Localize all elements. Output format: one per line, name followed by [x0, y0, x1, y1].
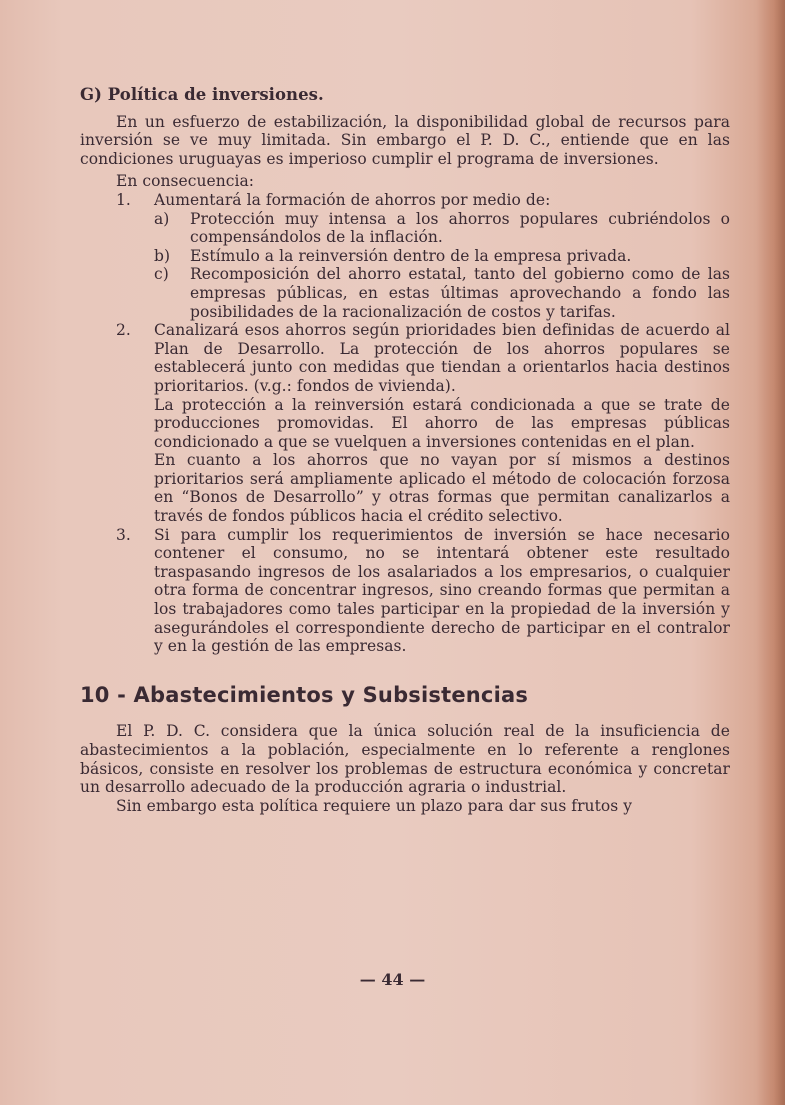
- item-text: Canalizará esos ahorros según prioridades bien definidas de acuerdo al Plan de Desarrollo. La protección de los ahorros populares se establecerá junto con medidas que tiendan a orientarlos hacia destinos prioritarios. (v.g.: fondos de vivienda).: [154, 321, 730, 395]
- item-text: Si para cumplir los requerimientos de inversión se hace necesario contener el consumo, no se intentará obtener este resultado traspasando ingresos de los asalariados a los empresarios, o cualquier otra forma de concentrar ingresos, sino creando formas que permitan a los trabajadores como tales participar en la propiedad de la inversión y asegurándoles el correspondiente derecho de participar en el contralor y en la gestión de las empresas.: [154, 525, 730, 656]
- item-2-continuation-1: La protección a la reinversión estará condicionada a que se trate de producciones promovidas. El ahorro de las empresas públicas condicionado a que se vuelquen a inversiones contenidas en el plan.: [154, 395, 730, 451]
- list-item-2: [80, 321, 730, 395]
- subitem-b: [80, 247, 730, 266]
- item-number: 3.: [116, 525, 131, 544]
- subitem-text: Protección muy intensa a los ahorros populares cubriéndolos o compensándolos de la inflación.: [190, 209, 730, 247]
- item-number: 1.: [116, 190, 131, 209]
- item-text: Aumentará la formación de ahorros por medio de:: [154, 190, 551, 209]
- page-edge-shadow: [757, 0, 785, 1105]
- item-2-continuation-2: En cuanto a los ahorros que no vayan por sí mismos a destinos prioritarios será ampliamente aplicado el método de colocación forzosa en “Bonos de Desarrollo” y otras formas que permitan canalizarlos a través de fondos públicos hacia el crédito selectivo.: [154, 451, 730, 526]
- subitem-letter: c): [154, 265, 169, 284]
- subitem-c: [80, 265, 730, 321]
- page-content: [80, 86, 730, 815]
- subitem-text: Recomposición del ahorro estatal, tanto del gobierno como de las empresas públicas, en estas últimas aprovechando a fondo las posibilidades de la racionalización de costos y tarifas.: [190, 265, 730, 321]
- subitem-letter: a): [154, 209, 170, 228]
- intro-paragraph: En un esfuerzo de estabilización, la disponibilidad global de recursos para inversión se ve muy limitada. Sin embargo el P. D. C., entiende que en las condiciones uruguayas es imperioso cumplir el programa de inversiones.: [80, 112, 730, 168]
- section-paragraph-1: El P. D. C. considera que la única solución real de la insuficiencia de abastecimientos a la población, especialmente en lo referente a renglones básicos, consiste en resolver los problemas de estructura económica y concretar un desarrollo adecuado de la producción agraria o industrial.: [80, 722, 730, 797]
- item-number: 2.: [116, 321, 131, 340]
- page-number: — 44 —: [359, 970, 426, 989]
- consecuencia-label: En consecuencia:: [116, 172, 255, 191]
- subitem-a: [80, 210, 730, 247]
- subheading: G) Política de inversiones.: [80, 85, 324, 104]
- subitem-letter: b): [154, 246, 171, 265]
- list-item-3: [80, 526, 730, 656]
- subitem-text: Estímulo a la reinversión dentro de la empresa privada.: [190, 246, 632, 265]
- section-heading: 10 - Abastecimientos y Subsistencias: [80, 682, 529, 707]
- list-item-1: [80, 191, 730, 210]
- section-paragraph-2: Sin embargo esta política requiere un plazo para dar sus frutos y: [116, 796, 633, 815]
